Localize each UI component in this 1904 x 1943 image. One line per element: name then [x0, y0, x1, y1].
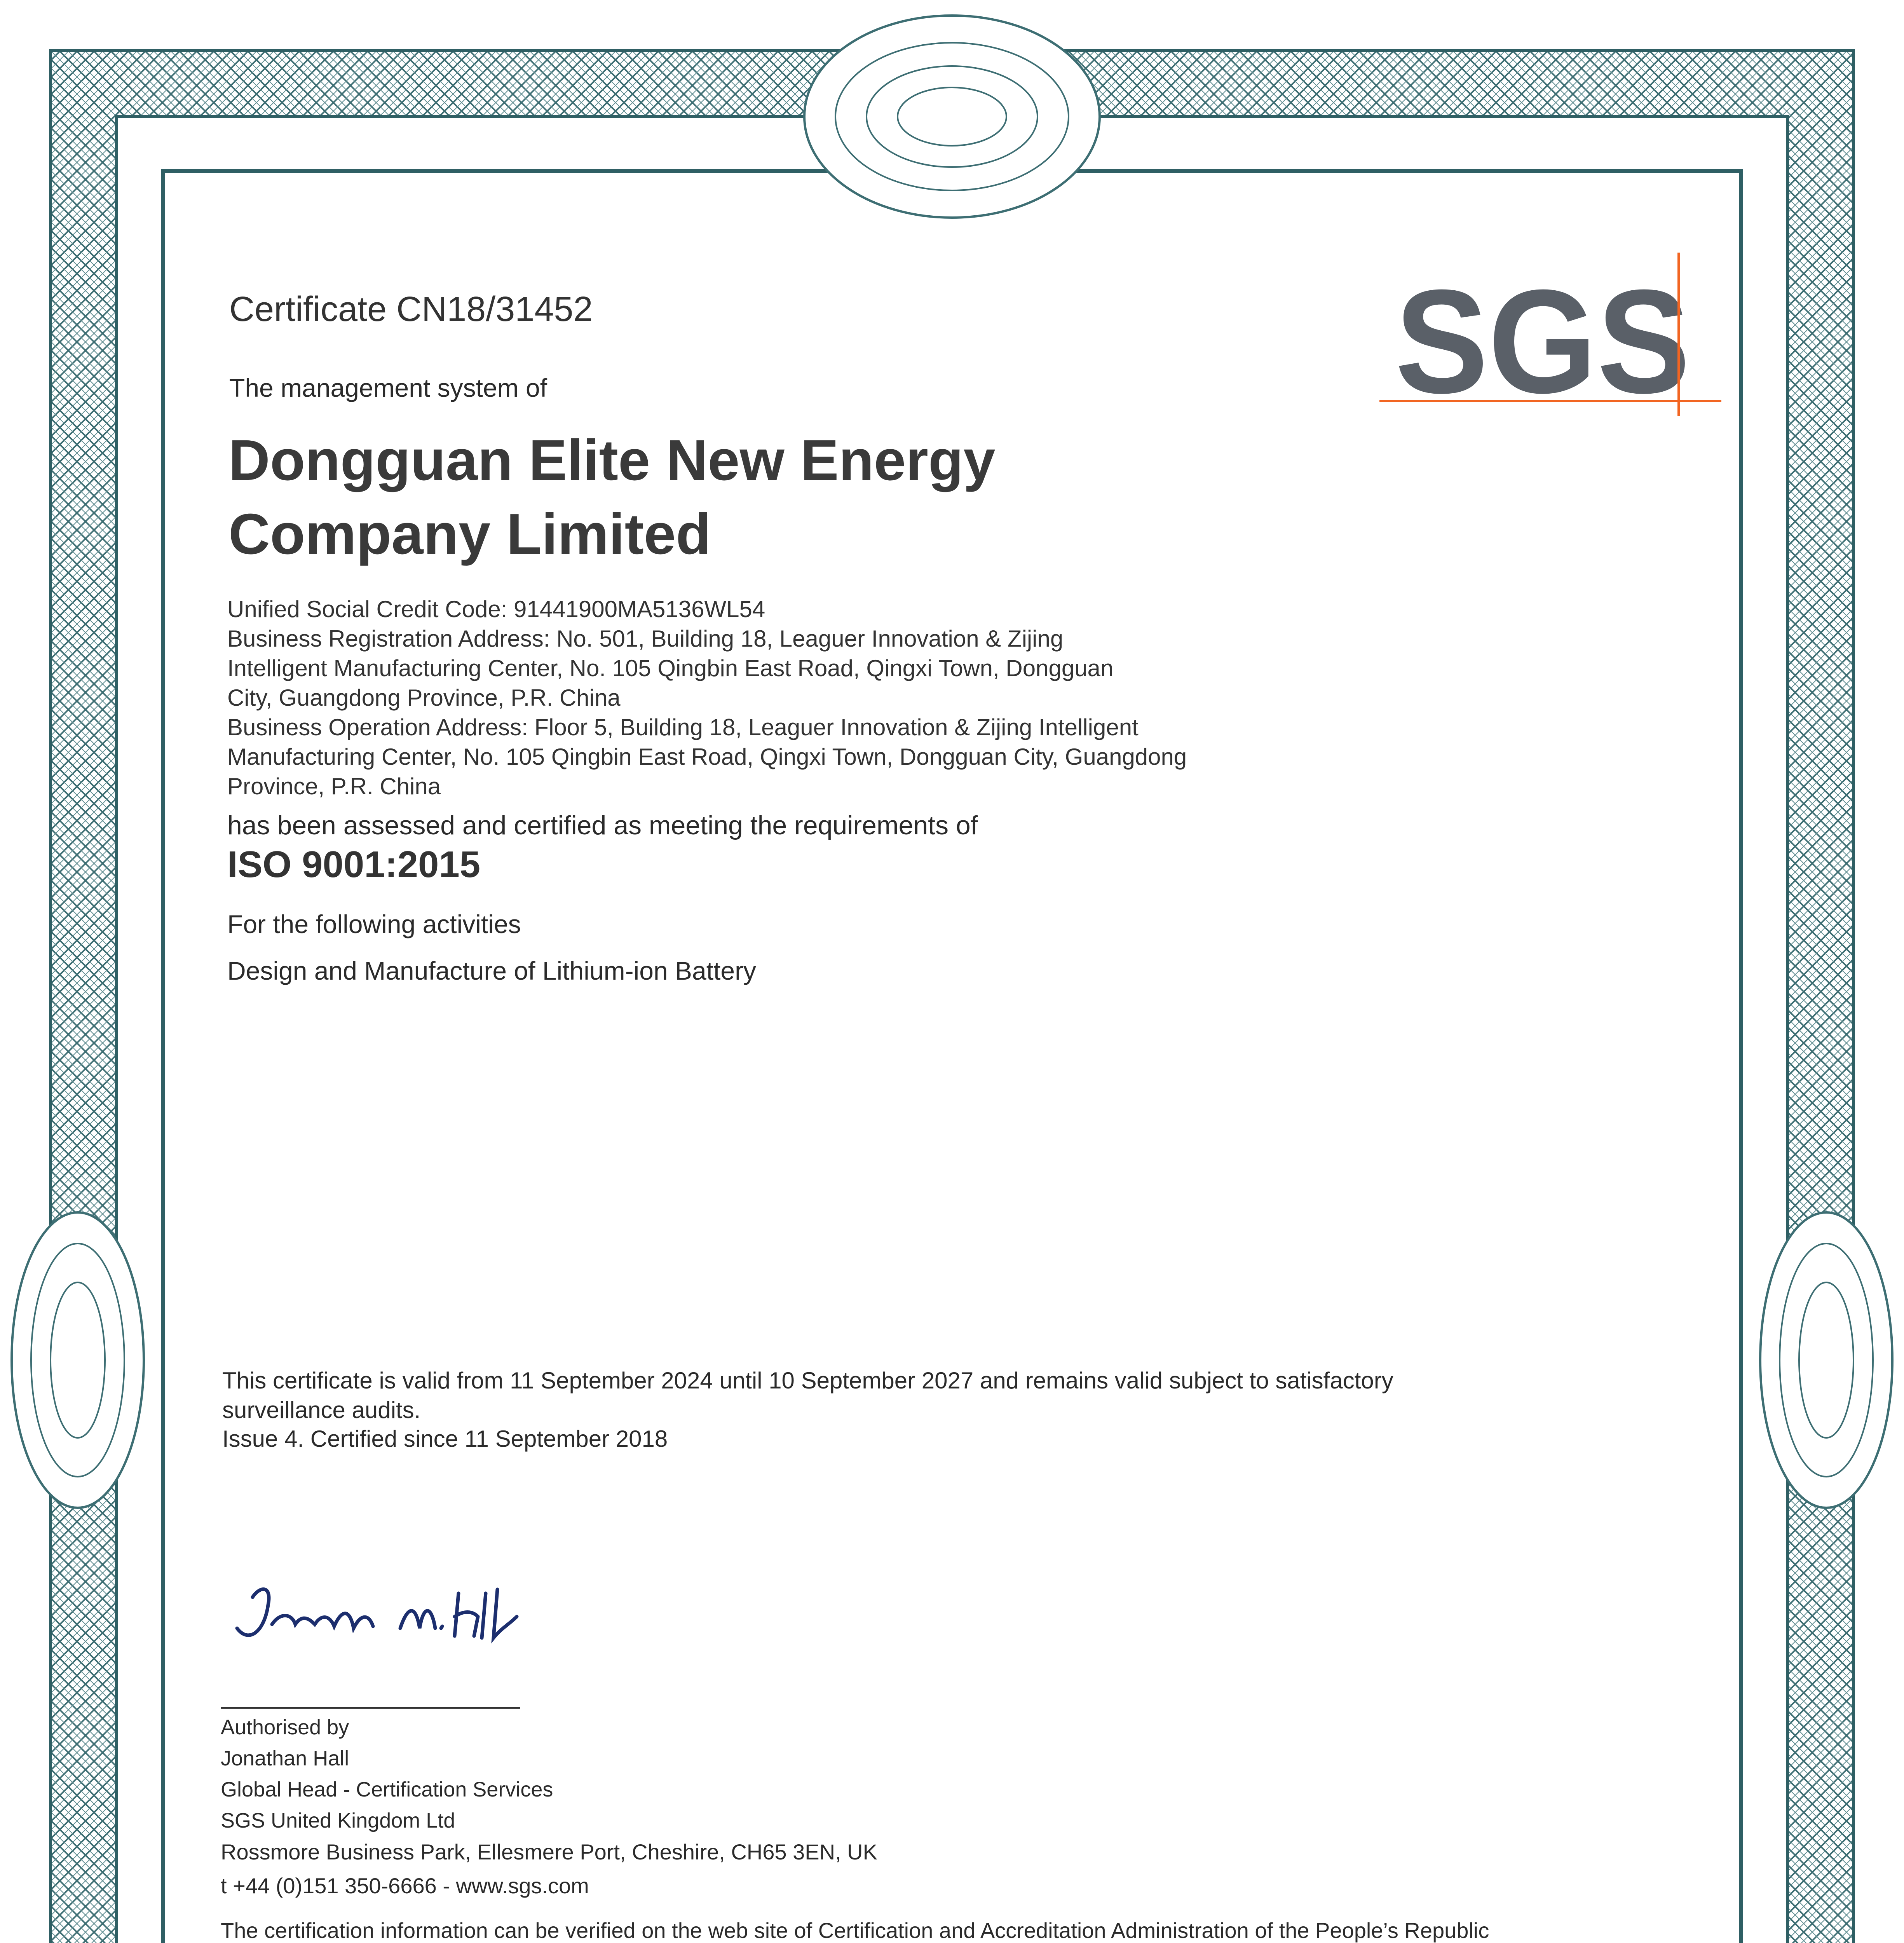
signatory-organisation: SGS United Kingdom Ltd [221, 1809, 455, 1832]
details-line: Business Registration Address: No. 501, Building 18, Leaguer Innovation & Zijing [227, 626, 1064, 652]
validity-line2: surveillance audits. [222, 1397, 421, 1423]
details-line: City, Guangdong Province, P.R. China [227, 685, 621, 711]
signature-line [221, 1707, 520, 1709]
details-line: Unified Social Credit Code: 91441900MA5136WL54 [227, 596, 765, 622]
authorisation-block [221, 1712, 553, 1836]
company-details [227, 595, 1187, 801]
activities-label: For the following activities [227, 910, 521, 938]
signature [229, 1570, 525, 1663]
signatory-title: Global Head - Certification Services [221, 1778, 553, 1801]
company-name [228, 424, 996, 571]
details-line: Business Operation Address: Floor 5, Building 18, Leaguer Innovation & Zijing Intelligent [227, 714, 1139, 740]
company-name-line1: Dongguan Elite New Energy [228, 428, 996, 492]
management-system-label: The management system of [229, 373, 547, 402]
iso-standard: ISO 9001:2015 [227, 844, 481, 885]
sgs-logo [1379, 253, 1721, 416]
organisation-address: Rossmore Business Park, Ellesmere Port, Cheshire, CH65 3EN, UK [221, 1840, 877, 1864]
company-name-line2: Company Limited [228, 502, 711, 566]
signatory-name: Jonathan Hall [221, 1747, 349, 1770]
details-line: Province, P.R. China [227, 773, 441, 799]
authorised-by: Authorised by [221, 1716, 349, 1739]
sgs-logo-text: SGS [1395, 259, 1690, 416]
validity-line1: This certificate is valid from 11 September 2024 until 10 September 2027 and remains valid subject to satisfactory [222, 1367, 1393, 1394]
verification-note [221, 1917, 1489, 1943]
activity-scope: Design and Manufacture of Lithium-ion Battery [227, 956, 757, 985]
issue-statement: Issue 4. Certified since 11 September 2018 [222, 1426, 668, 1452]
organisation-contact: t +44 (0)151 350-6666 - www.sgs.com [221, 1873, 589, 1898]
verification-line1: The certification information can be verified on the web site of Certification and Accreditation Administration of the People’s Republic [221, 1918, 1489, 1943]
details-line: Manufacturing Center, No. 105 Qingbin East Road, Qingxi Town, Dongguan City, Guangdong [227, 744, 1187, 770]
validity-statement [222, 1366, 1393, 1425]
assessed-statement: has been assessed and certified as meeting the requirements of [227, 811, 978, 840]
details-line: Intelligent Manufacturing Center, No. 105 Qingbin East Road, Qingxi Town, Dongguan [227, 655, 1114, 681]
certificate-number: Certificate CN18/31452 [229, 290, 593, 329]
